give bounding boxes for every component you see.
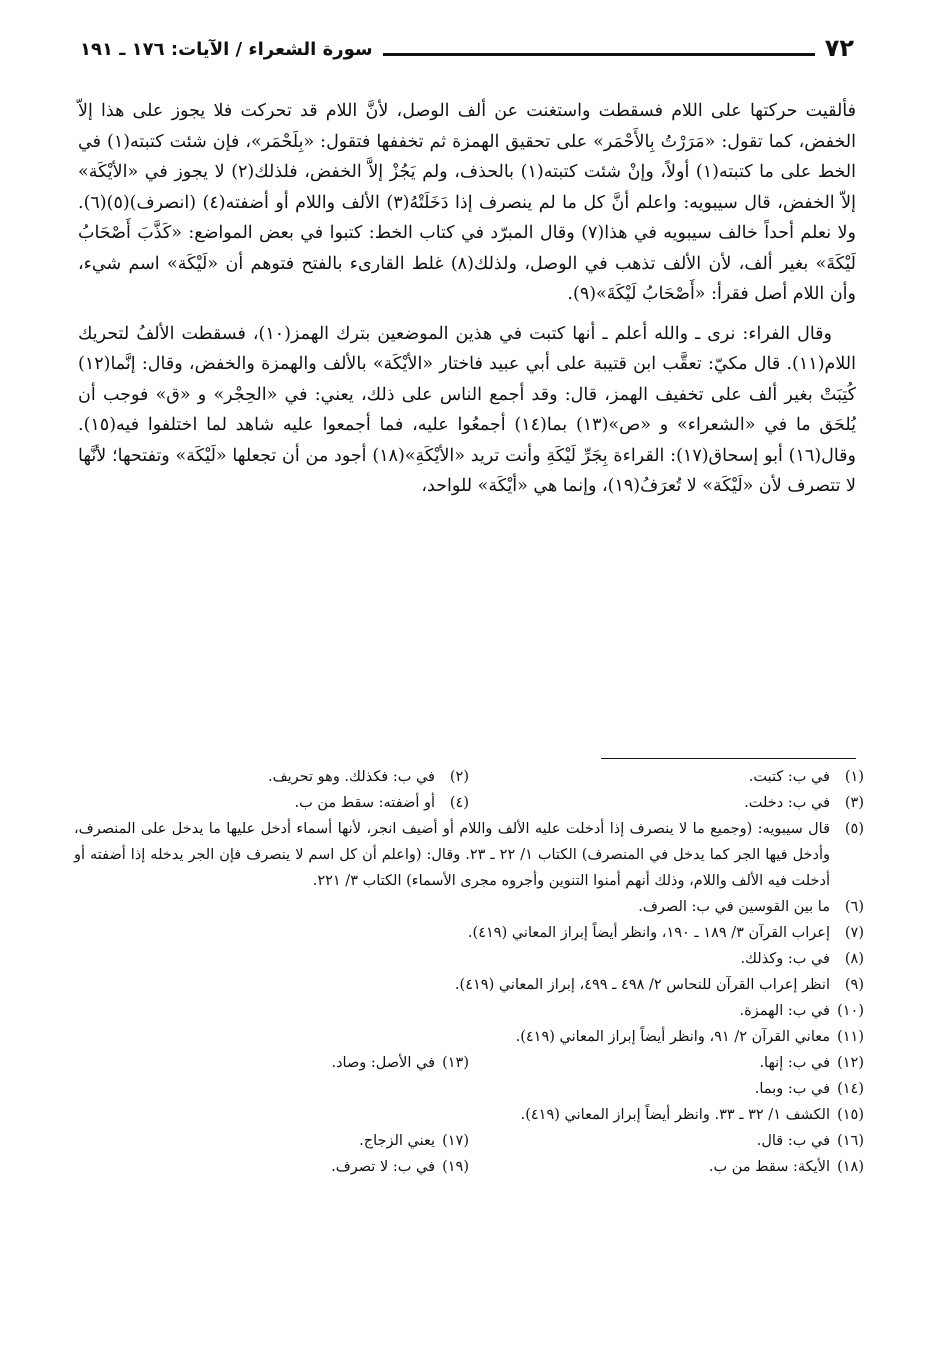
- page-number: ٧٢: [824, 34, 854, 62]
- footnote: [469, 1128, 864, 1154]
- footnote: [74, 946, 864, 972]
- footnote-number: (٨): [844, 951, 864, 967]
- footnote-text: في ب: كتبت.: [748, 769, 830, 785]
- running-title: سورة الشعراء / الآيات: ١٧٦ ـ ١٩١: [80, 39, 373, 60]
- footnote-text: في ب: لا تصرف.: [331, 1159, 435, 1175]
- footnote-text: قال سيبويه: (وجميع ما لا ينصرف إذا أدخلت عليه الألف واللام أو أضيف انجر، لأنها أسماء أدخل عليها ما يدخل على المنصرف، وأدخل فيها الجر كما يدخل في المنصرف) الكتاب ١/ ٢٢ ـ ٢٣. وقال: (واعلم أن كل اسم لا ينصرف فإن الجر يدخله إذا أضفته أو أدخلت فيه الألف واللام، وذلك أنهم أمنوا التنوين وأجروه مجرى الأسماء) الكتاب ٣/ ٢٢١.: [74, 821, 831, 889]
- footnote-number: (١٨): [837, 1159, 864, 1175]
- footnote-number: (٧): [844, 925, 864, 941]
- footnote: [469, 1154, 864, 1180]
- footnote-number: (١٢): [837, 1055, 864, 1071]
- footnote-text: إعراب القرآن ٣/ ١٨٩ ـ ١٩٠، وانظر أيضاً إبراز المعاني (٤١٩).: [467, 925, 830, 941]
- footnote: [74, 920, 864, 946]
- footnote: [469, 1050, 864, 1076]
- footnote-number: (١٣): [442, 1055, 469, 1071]
- footnote-number: (١): [844, 769, 864, 785]
- footnote: [74, 1050, 469, 1076]
- footnote: [469, 790, 864, 816]
- footnote: [469, 764, 864, 790]
- footnote-row: [74, 1154, 864, 1180]
- footnote-text: في ب: دخلت.: [744, 795, 830, 811]
- footnote: [74, 790, 469, 816]
- footnote-number: (٣): [844, 795, 864, 811]
- footnote: [74, 1076, 864, 1102]
- footnote: [74, 972, 864, 998]
- footnote-row: [74, 1050, 864, 1076]
- footnote-number: (١١): [837, 1029, 864, 1045]
- footnote: [74, 1102, 864, 1128]
- footnote-text: في ب: فكذلك. وهو تحريف.: [268, 769, 435, 785]
- footnote-text: في ب: قال.: [756, 1133, 830, 1149]
- footnote-number: (١٧): [442, 1133, 469, 1149]
- main-text: [78, 96, 856, 511]
- footnote-text: الأيكة: سقط من ب.: [708, 1159, 830, 1175]
- footnote: [74, 1128, 469, 1154]
- footnote-number: (٢): [449, 769, 469, 785]
- footnote-number: (١٦): [837, 1133, 864, 1149]
- footnote-text: في ب: إنها.: [759, 1055, 830, 1071]
- footnote-text: ما بين القوسين في ب: الصرف.: [638, 899, 830, 915]
- footnote-text: الكشف ١/ ٣٢ ـ ٣٣. وانظر أيضاً إبراز المعاني (٤١٩).: [520, 1107, 830, 1123]
- footnote: [74, 1024, 864, 1050]
- footnote: [74, 894, 864, 920]
- footnote-text: في ب: وبما.: [754, 1081, 830, 1097]
- header-rule: [383, 53, 815, 56]
- footnote-text: يعني الزجاج.: [359, 1133, 435, 1149]
- footnote-row: [74, 790, 864, 816]
- footnote-number: (٩): [844, 977, 864, 993]
- footnote: [74, 998, 864, 1024]
- footnote-number: (١٠): [837, 1003, 864, 1019]
- running-header: [80, 28, 854, 62]
- footnote-text: في ب: وكذلك.: [740, 951, 830, 967]
- paragraph: وقال الفراء: نرى ـ والله أعلم ـ أنها كتبت في هذين الموضعين بترك الهمز(١٠)، فسقطت الألفُ لتحريك اللام(١١). قال مكيّ: تعقَّب ابن قتيبة على أبي عبيد فاختار «الأيْكَة» بالألف والهمزة والخفض، وقال: إنَّما(١٢) كُتِبَتْ بغير ألف على تخفيف الهمز، قال: وقد أجمع الناس على ذلك، يعني: في «الحِجْر» و «ق» فوجب أن يُلحَق ما في «الشعراء» و «ص»(١٣) بما(١٤) أجمعُوا عليه، فما أجمعوا عليه شاهد لما اختلفوا فيه(١٥). وقال(١٦) أبو إسحاق(١٧): القراءة بِجَرِّ لَيْكَةِ وأنت تريد «الأيْكَةِ»(١٨) أجود من أن تجعلها «لَيْكَة» وتفتحها؛ لأنَّها لا تتصرف لأن «لَيْكَة» لا تُعرَفُ(١٩)، وإنما هي «أيْكَة» للواحد،: [78, 323, 857, 496]
- paragraph: فألقيت حركتها على اللام فسقطت واستغنت عن ألف الوصل، لأنَّ اللام قد تحركت فلا يجوز على هذا إلاّ الخفض، كما تقول: «مَرَرْتُ بِالأَحْمَر» على تحقيق الهمزة ثم تخففها فتقول: «بِلَحْمَر»، فإن شئت كتبته(١) في الخط على ما كتبته(١) أولاً، وإنْ شئت كتبته(١) بالحذف، ولم يَجُزْ إلاَّ الخفض، فلذلك(٢) لا يجوز في «الأيْكَة» إلاّ الخفض، قال سيبويه: واعلم أنَّ كل ما لم ينصرف إذا دَخَلَتْهُ(٣) الألف واللام أو أضفته(٤) (انصرف)(٥)(٦). ولا نعلم أحداً خالف سيبويه في هذا(٧) وقال المبرّد في كتاب الخط: كتبوا في بعض المواضع: «كَذَّبَ أَصْحَابُ لَيْكَةَ» بغير ألف، لأن الألف تذهب في الوصل، ولذلك(٨) غلط القارىء بالفتح فتوهم أن «لَيْكَة» اسم شيء، وأن اللام أصل فقرأ: «أَصْحَابُ لَيْكَةَ»(٩).: [78, 101, 857, 304]
- footnote-number: (١٤): [837, 1081, 864, 1097]
- footnote-row: [74, 1128, 864, 1154]
- footnote: [74, 764, 469, 790]
- footnote-number: (١٥): [837, 1107, 864, 1123]
- footnote-text: أو أضفته: سقط من ب.: [294, 795, 435, 811]
- footnote-number: (٦): [844, 899, 864, 915]
- footnote-text: في الأصل: وصاد.: [331, 1055, 435, 1071]
- footnote: [74, 1154, 469, 1180]
- footnote: [74, 816, 864, 894]
- footnote-text: معاني القرآن ٢/ ٩١، وانظر أيضاً إبراز المعاني (٤١٩).: [515, 1029, 830, 1045]
- footnote-number: (٤): [449, 795, 469, 811]
- footnote-text: في ب: الهمزة.: [739, 1003, 830, 1019]
- footnote-number: (٥): [844, 821, 864, 837]
- footnote-number: (١٩): [442, 1159, 469, 1175]
- footnotes: [74, 764, 864, 1180]
- footnote-text: انظر إعراب القرآن للنحاس ٢/ ٤٩٨ ـ ٤٩٩، إبراز المعاني (٤١٩).: [454, 977, 830, 993]
- footnote-separator: [601, 758, 856, 759]
- footnote-row: [74, 764, 864, 790]
